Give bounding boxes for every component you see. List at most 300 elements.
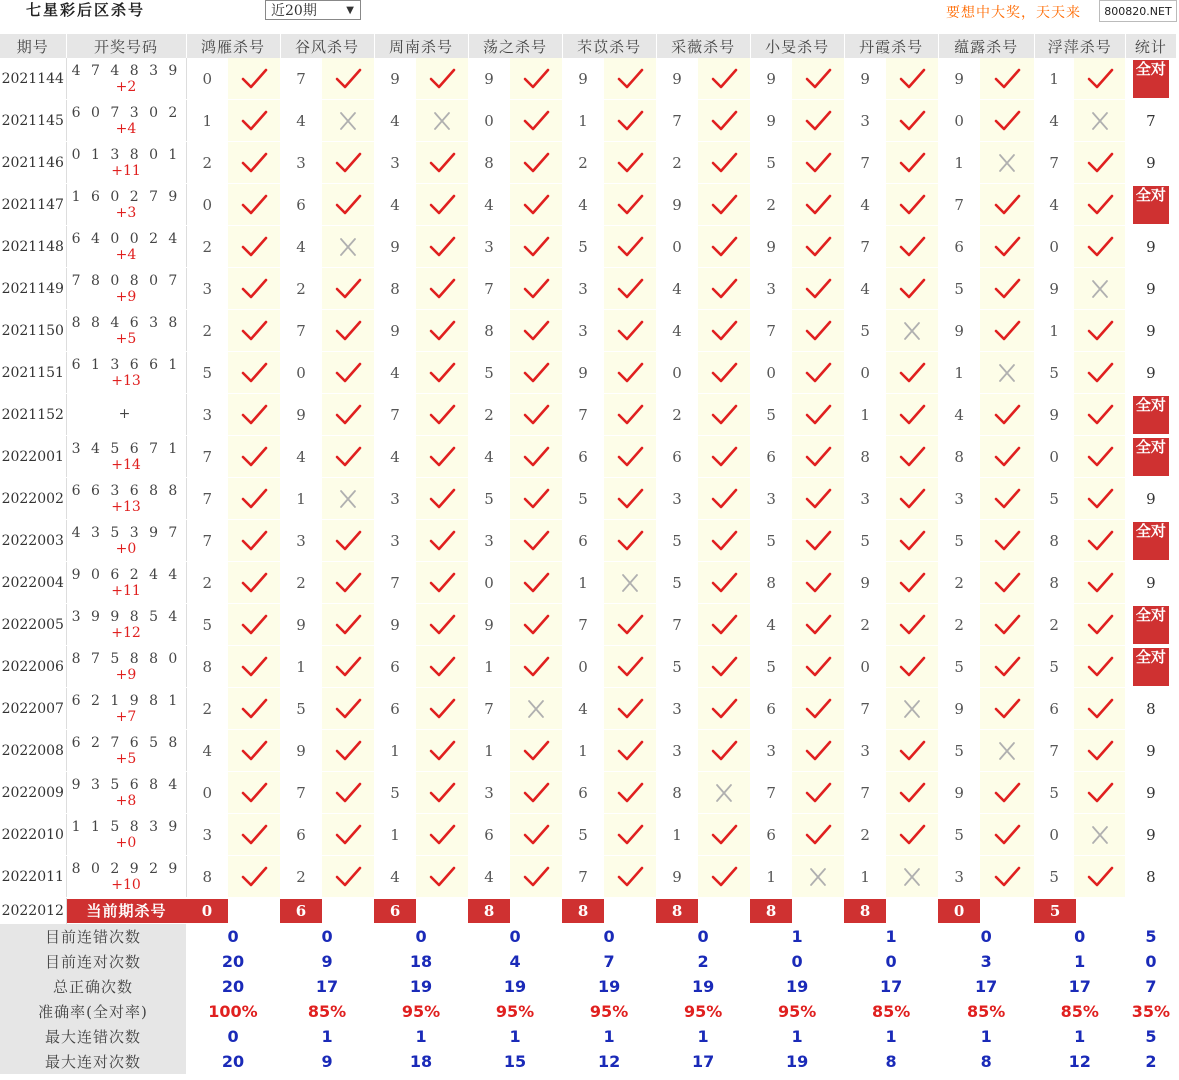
- summary-row: [0, 949, 1177, 974]
- check-icon: [427, 277, 457, 301]
- table-row: [0, 688, 1177, 730]
- draw-bonus: +5: [115, 330, 137, 347]
- current-kill-number: 8: [750, 899, 792, 923]
- kill-result: [886, 856, 938, 898]
- summary-row: [0, 999, 1177, 1024]
- kill-number: 5: [938, 520, 980, 562]
- col-header-expert: 浮萍杀号: [1034, 34, 1125, 58]
- kill-result: [228, 730, 280, 772]
- check-icon: [992, 487, 1022, 511]
- kill-result: [510, 478, 562, 520]
- summary-stat-value: 2: [1145, 1052, 1157, 1071]
- draw-cell: [66, 142, 186, 184]
- summary-label: 目前连错次数: [0, 924, 186, 949]
- kill-number: 4: [656, 268, 698, 310]
- draw-cell: [66, 646, 186, 688]
- kill-result: [980, 142, 1034, 184]
- summary-value: 1: [321, 1027, 333, 1046]
- kill-number: 2: [186, 142, 228, 184]
- check-icon: [427, 361, 457, 385]
- draw-bonus: +14: [111, 456, 141, 473]
- kill-number: 5: [468, 478, 510, 520]
- kill-result: [322, 856, 374, 898]
- kill-number: 2: [468, 394, 510, 436]
- draw-cell: [66, 310, 186, 352]
- kill-number: 9: [938, 772, 980, 814]
- check-icon: [1085, 487, 1115, 511]
- stat-cell: 9: [1125, 814, 1176, 856]
- kill-number: 5: [186, 352, 228, 394]
- check-icon: [521, 151, 551, 175]
- kill-number: 5: [1034, 352, 1074, 394]
- kill-number: 4: [656, 310, 698, 352]
- kill-result: [980, 100, 1034, 142]
- draw-cell: [66, 520, 186, 562]
- current-kill-number: 5: [1034, 899, 1076, 923]
- kill-number: 9: [938, 58, 980, 100]
- check-icon: [1085, 361, 1115, 385]
- kill-result: [510, 58, 562, 100]
- all-right-badge: 全对: [1133, 396, 1169, 434]
- kill-result: [228, 562, 280, 604]
- kill-result: [1074, 562, 1125, 604]
- check-icon: [427, 445, 457, 469]
- kill-result: [792, 352, 844, 394]
- kill-number: 8: [1034, 520, 1074, 562]
- check-icon: [803, 487, 833, 511]
- kill-result: [510, 688, 562, 730]
- draw-numbers: 6 6 3 6 8 8: [71, 482, 181, 499]
- kill-result: [510, 730, 562, 772]
- kill-number: 5: [656, 646, 698, 688]
- kill-result: [322, 604, 374, 646]
- current-kill-cell: [750, 898, 844, 925]
- summary-value: 9: [321, 952, 333, 971]
- kill-result: [416, 226, 468, 268]
- summary-value: 8: [885, 1052, 897, 1071]
- stat-cell: 7: [1125, 100, 1176, 142]
- cross-icon: [992, 739, 1022, 763]
- kill-number: 4: [844, 268, 886, 310]
- summary-value: 0: [321, 927, 333, 946]
- stat-cell: [1125, 394, 1176, 436]
- check-icon: [427, 487, 457, 511]
- check-icon: [427, 823, 457, 847]
- check-icon: [521, 361, 551, 385]
- kill-result: [228, 772, 280, 814]
- kill-result: [228, 310, 280, 352]
- kill-number: 5: [186, 604, 228, 646]
- kill-number: 3: [374, 478, 416, 520]
- kill-number: 9: [938, 688, 980, 730]
- summary-value: 17: [879, 977, 903, 996]
- kill-result: [792, 142, 844, 184]
- kill-result: [228, 394, 280, 436]
- summary-value: 17: [975, 977, 998, 996]
- draw-bonus: +3: [115, 204, 137, 221]
- summary-value: 95%: [589, 1002, 629, 1021]
- summary-value: 1: [1074, 1027, 1086, 1046]
- check-icon: [239, 109, 269, 133]
- summary-stat-value: 5: [1145, 927, 1157, 946]
- chevron-down-icon: ▼: [346, 5, 354, 16]
- kill-number: 1: [468, 730, 510, 772]
- summary-value: 17: [315, 977, 339, 996]
- check-icon: [803, 571, 833, 595]
- check-icon: [1085, 697, 1115, 721]
- check-icon: [1085, 319, 1115, 343]
- kill-result: [886, 142, 938, 184]
- kill-result: [698, 352, 750, 394]
- summary-value: 19: [785, 1052, 809, 1071]
- check-icon: [521, 571, 551, 595]
- kill-number: 2: [280, 856, 322, 898]
- summary-value: 9: [321, 1052, 333, 1071]
- kill-result: [980, 772, 1034, 814]
- site-badge[interactable]: 800820.NET: [1099, 0, 1177, 22]
- current-kill-cell: [1034, 898, 1125, 925]
- kill-result: [322, 100, 374, 142]
- table-row: [0, 730, 1177, 772]
- all-right-badge: 全对: [1133, 522, 1169, 560]
- draw-cell: [66, 394, 186, 436]
- summary-label: 总正确次数: [0, 974, 186, 999]
- kill-number: 8: [938, 436, 980, 478]
- kill-result: [604, 310, 656, 352]
- summary-value: 95%: [495, 1002, 535, 1021]
- check-icon: [239, 151, 269, 175]
- kill-result: [416, 268, 468, 310]
- check-icon: [427, 151, 457, 175]
- check-icon: [709, 193, 739, 217]
- kill-result: [322, 142, 374, 184]
- cross-icon: [803, 865, 833, 889]
- current-kill-cell: [374, 898, 468, 925]
- cross-icon: [333, 235, 363, 259]
- current-kill-number: 0: [938, 899, 980, 923]
- check-icon: [897, 781, 927, 805]
- kill-result: [1074, 520, 1125, 562]
- kill-result: [510, 814, 562, 856]
- kill-result: [980, 688, 1034, 730]
- kill-result: [510, 226, 562, 268]
- check-icon: [239, 823, 269, 847]
- top-bar: [0, 0, 1179, 26]
- kill-number: 0: [186, 58, 228, 100]
- current-kill-cell: [186, 898, 280, 925]
- kill-number: 6: [468, 814, 510, 856]
- kill-result: [792, 184, 844, 226]
- col-header-expert: 采薇杀号: [656, 34, 750, 58]
- issue-cell: 2022009: [0, 772, 66, 814]
- kill-number: 7: [1034, 142, 1074, 184]
- kill-result: [1074, 436, 1125, 478]
- check-icon: [992, 613, 1022, 637]
- kill-result: [228, 268, 280, 310]
- check-icon: [615, 151, 645, 175]
- kill-number: 9: [750, 226, 792, 268]
- kill-result: [980, 436, 1034, 478]
- check-icon: [333, 865, 363, 889]
- check-icon: [427, 319, 457, 343]
- kill-result: [698, 142, 750, 184]
- col-header-expert: 丹霞杀号: [844, 34, 938, 58]
- kill-number: 3: [562, 268, 604, 310]
- issue-cell: 2021146: [0, 142, 66, 184]
- kill-result: [886, 184, 938, 226]
- kill-result: [886, 226, 938, 268]
- draw-bonus: +9: [115, 666, 137, 683]
- kill-number: 9: [844, 58, 886, 100]
- draw-numbers: 8 0 2 9 2 9: [71, 860, 181, 877]
- kill-number: 5: [750, 646, 792, 688]
- table-row: [0, 58, 1177, 100]
- kill-number: 2: [844, 814, 886, 856]
- kill-number: 1: [562, 730, 604, 772]
- kill-result: [980, 730, 1034, 772]
- check-icon: [992, 571, 1022, 595]
- current-label: 当前期杀号: [67, 899, 187, 923]
- kill-result: [980, 478, 1034, 520]
- check-icon: [803, 823, 833, 847]
- kill-result: [1074, 58, 1125, 100]
- kill-result: [698, 520, 750, 562]
- check-icon: [333, 823, 363, 847]
- kill-number: 8: [656, 772, 698, 814]
- check-icon: [333, 193, 363, 217]
- kill-number: 6: [562, 436, 604, 478]
- check-icon: [897, 529, 927, 553]
- kill-number: 2: [186, 226, 228, 268]
- kill-number: 5: [656, 562, 698, 604]
- all-right-badge: 全对: [1133, 60, 1169, 98]
- check-icon: [333, 361, 363, 385]
- kill-result: [510, 100, 562, 142]
- kill-number: 4: [280, 226, 322, 268]
- draw-cell: [66, 856, 186, 898]
- cross-icon: [427, 109, 457, 133]
- check-icon: [709, 361, 739, 385]
- stat-cell: [1125, 58, 1176, 100]
- draw-numbers: 6 1 3 6 6 1: [71, 356, 181, 373]
- cross-icon: [333, 487, 363, 511]
- kill-number: 3: [280, 520, 322, 562]
- kill-number: 0: [1034, 226, 1074, 268]
- kill-result: [980, 310, 1034, 352]
- kill-number: 3: [656, 478, 698, 520]
- check-icon: [615, 865, 645, 889]
- draw-bonus: +7: [115, 708, 137, 725]
- kill-result: [792, 688, 844, 730]
- draw-cell: [66, 436, 186, 478]
- check-icon: [992, 823, 1022, 847]
- kill-result: [698, 772, 750, 814]
- kill-number: 3: [938, 478, 980, 520]
- summary-value: 4: [509, 952, 521, 971]
- kill-result: [604, 352, 656, 394]
- kill-number: 7: [186, 520, 228, 562]
- kill-result: [980, 352, 1034, 394]
- check-icon: [897, 823, 927, 847]
- check-icon: [615, 613, 645, 637]
- kill-number: 7: [280, 310, 322, 352]
- table-row: [0, 142, 1177, 184]
- draw-bonus: +5: [115, 750, 137, 767]
- check-icon: [897, 655, 927, 679]
- summary-label: 最大连对次数: [0, 1049, 186, 1074]
- kill-result: [228, 688, 280, 730]
- kill-number: 3: [280, 142, 322, 184]
- kill-result: [792, 394, 844, 436]
- kill-result: [416, 436, 468, 478]
- table-row: [0, 520, 1177, 562]
- kill-number: 8: [468, 142, 510, 184]
- kill-number: 0: [656, 352, 698, 394]
- kill-result: [980, 604, 1034, 646]
- summary-stat-value: 5: [1145, 1027, 1157, 1046]
- check-icon: [427, 655, 457, 679]
- check-icon: [239, 487, 269, 511]
- kill-number: 9: [280, 394, 322, 436]
- kill-result: [792, 856, 844, 898]
- kill-number: 4: [750, 604, 792, 646]
- kill-result: [604, 142, 656, 184]
- kill-number: 8: [374, 268, 416, 310]
- kill-number: 4: [468, 184, 510, 226]
- check-icon: [992, 235, 1022, 259]
- kill-number: 0: [186, 772, 228, 814]
- kill-result: [980, 394, 1034, 436]
- check-icon: [803, 613, 833, 637]
- kill-number: 2: [280, 562, 322, 604]
- stat-cell: 9: [1125, 352, 1176, 394]
- kill-number: 4: [468, 856, 510, 898]
- check-icon: [709, 529, 739, 553]
- col-header-expert: 周南杀号: [374, 34, 468, 58]
- issue-cell: 2021144: [0, 58, 66, 100]
- kill-result: [416, 604, 468, 646]
- check-icon: [897, 277, 927, 301]
- kill-number: 7: [280, 772, 322, 814]
- check-icon: [333, 655, 363, 679]
- kill-number: 1: [938, 142, 980, 184]
- issue-cell: 2022011: [0, 856, 66, 898]
- summary-value: 2: [697, 952, 709, 971]
- check-icon: [1085, 235, 1115, 259]
- kill-result: [1074, 394, 1125, 436]
- check-icon: [427, 697, 457, 721]
- table-row: [0, 646, 1177, 688]
- draw-numbers: 6 4 0 0 2 4: [71, 230, 181, 247]
- kill-number: 1: [562, 100, 604, 142]
- kill-number: 1: [844, 856, 886, 898]
- current-kill-number: 8: [656, 899, 698, 923]
- kill-number: 8: [186, 646, 228, 688]
- kill-number: 0: [938, 100, 980, 142]
- kill-result: [416, 184, 468, 226]
- summary-value: 0: [603, 927, 615, 946]
- kill-result: [1074, 688, 1125, 730]
- check-icon: [239, 67, 269, 91]
- period-select[interactable]: [265, 0, 361, 20]
- summary-value: 1: [415, 1027, 427, 1046]
- kill-result: [416, 646, 468, 688]
- col-header-expert: 荡之杀号: [468, 34, 562, 58]
- check-icon: [521, 487, 551, 511]
- kill-number: 5: [1034, 856, 1074, 898]
- draw-cell: [66, 604, 186, 646]
- kill-result: [886, 394, 938, 436]
- kill-result: [980, 226, 1034, 268]
- check-icon: [992, 781, 1022, 805]
- cross-icon: [1085, 109, 1115, 133]
- summary-value: 19: [785, 977, 809, 996]
- kill-number: 1: [1034, 310, 1074, 352]
- kill-number: 2: [186, 562, 228, 604]
- check-icon: [803, 277, 833, 301]
- check-icon: [427, 529, 457, 553]
- check-icon: [427, 739, 457, 763]
- kill-number: 9: [374, 58, 416, 100]
- kill-result: [510, 562, 562, 604]
- check-icon: [709, 823, 739, 847]
- issue-cell: 2021147: [0, 184, 66, 226]
- check-icon: [992, 697, 1022, 721]
- summary-value: 1: [791, 927, 803, 946]
- check-icon: [897, 67, 927, 91]
- kill-result: [1074, 856, 1125, 898]
- draw-bonus: +0: [115, 834, 137, 851]
- check-icon: [333, 529, 363, 553]
- check-icon: [521, 781, 551, 805]
- check-icon: [333, 403, 363, 427]
- kill-number: 8: [1034, 562, 1074, 604]
- kill-number: 7: [374, 562, 416, 604]
- kill-result: [698, 226, 750, 268]
- kill-result: [416, 562, 468, 604]
- kill-number: 3: [562, 310, 604, 352]
- kill-result: [792, 58, 844, 100]
- summary-value: 0: [980, 927, 992, 946]
- summary-label: 目前连对次数: [0, 949, 186, 974]
- kill-number: 0: [468, 562, 510, 604]
- check-icon: [427, 67, 457, 91]
- table-header-row: [0, 34, 1177, 58]
- kill-number: 8: [186, 856, 228, 898]
- summary-value: 0: [885, 952, 897, 971]
- stat-cell: [1125, 604, 1176, 646]
- issue-cell: 2022008: [0, 730, 66, 772]
- kill-result: [416, 520, 468, 562]
- kill-result: [228, 352, 280, 394]
- kill-number: 6: [280, 814, 322, 856]
- summary-value: 0: [697, 927, 709, 946]
- check-icon: [709, 151, 739, 175]
- kill-result: [604, 688, 656, 730]
- stat-cell: 9: [1125, 310, 1176, 352]
- check-icon: [992, 319, 1022, 343]
- kill-number: 9: [562, 58, 604, 100]
- kill-number: 9: [656, 58, 698, 100]
- draw-numbers: 6 2 1 9 8 1: [71, 692, 181, 709]
- stat-cell: 9: [1125, 268, 1176, 310]
- kill-result: [510, 772, 562, 814]
- check-icon: [709, 67, 739, 91]
- kill-result: [322, 58, 374, 100]
- kill-result: [792, 226, 844, 268]
- kill-number: 5: [656, 520, 698, 562]
- kill-number: 1: [750, 856, 792, 898]
